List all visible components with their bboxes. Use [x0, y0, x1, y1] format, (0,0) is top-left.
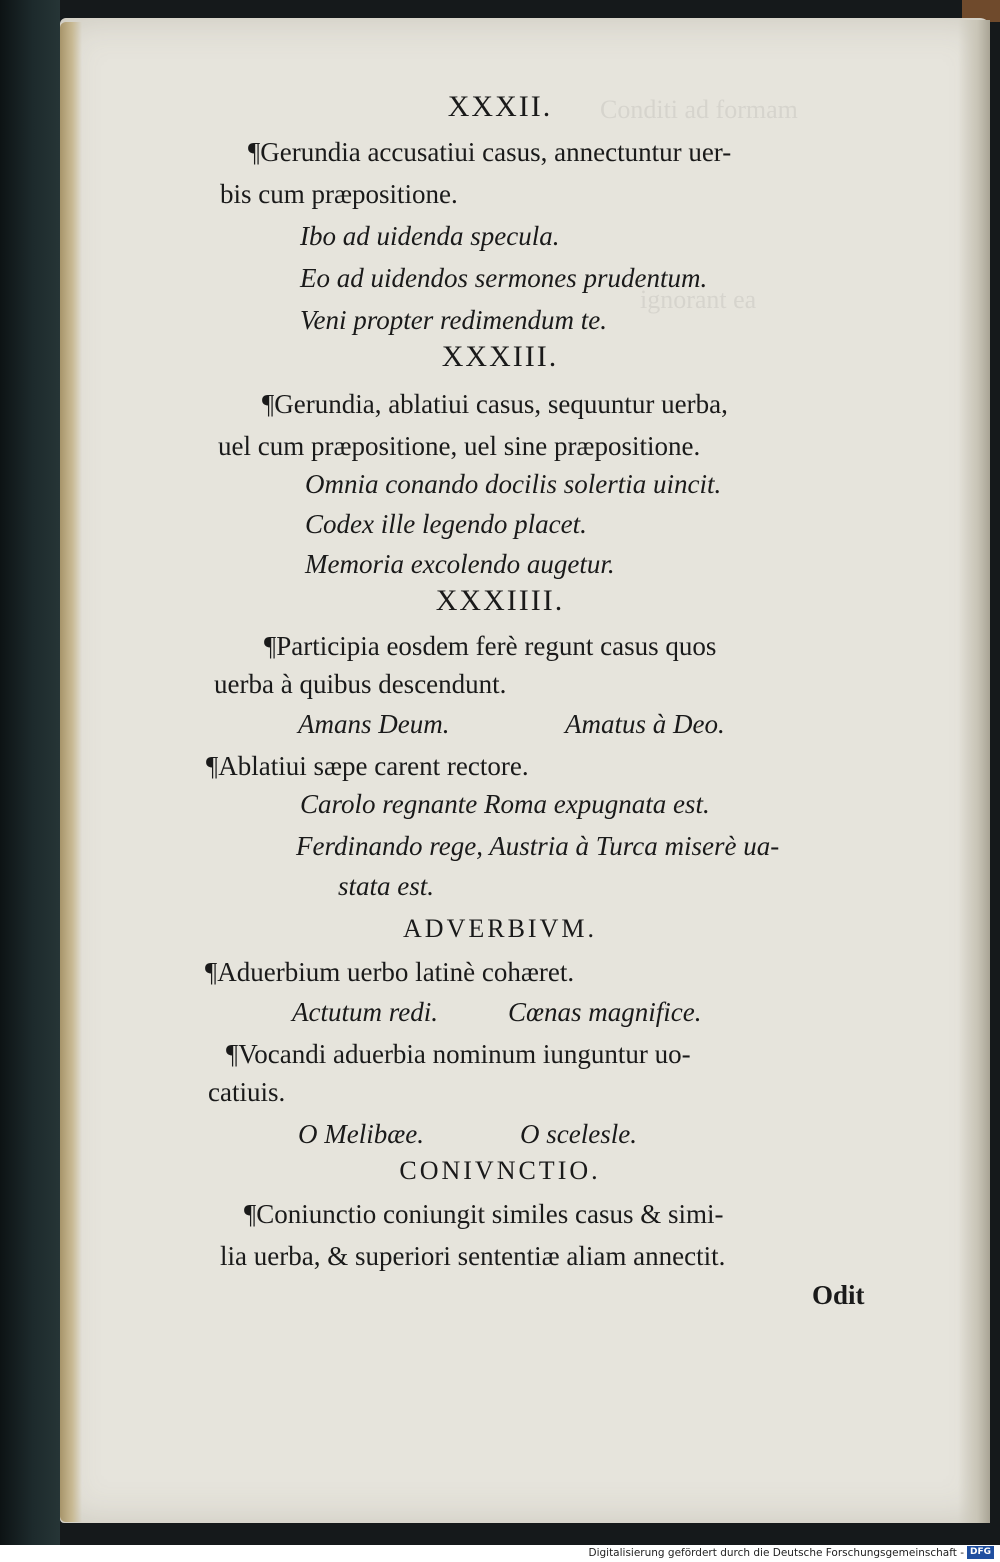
rule-text-line: lia uerba, & superiori sententiæ aliam annectit. — [220, 1241, 726, 1271]
example-line: Omnia conando docilis solertia uincit. — [305, 469, 722, 499]
dfg-logo: DFG — [967, 1546, 994, 1559]
footer-credit: Digitalisierung gefördert durch die Deutsche Forschungsgemeinschaft - — [588, 1547, 964, 1559]
example-line: stata est. — [338, 871, 435, 901]
rule-text-line: uel cum præpositione, uel sine præpositione. — [218, 431, 701, 461]
section-heading: CONIVNCTIO. — [399, 1156, 601, 1185]
section-heading: ADVERBIVM. — [403, 914, 597, 943]
rule-text-line: uerba à quibus descendunt. — [214, 669, 507, 699]
rule-number-heading: XXXII. — [447, 90, 553, 123]
rule-text-line: ¶Vocandi aduerbia nominum iunguntur uo- — [226, 1039, 691, 1069]
rule-text-line: ¶Gerundia accusatiui casus, annectuntur uer- — [248, 137, 732, 167]
example-line: Codex ille legendo placet. — [305, 509, 587, 539]
example-line: Ibo ad uidenda specula. — [300, 221, 560, 251]
example-left: Amans Deum. — [298, 709, 450, 739]
show-through-text: Conditi ad formam — [600, 95, 798, 124]
page-gutter-edge — [60, 22, 82, 1522]
rule-text-line: bis cum præpositione. — [220, 179, 458, 209]
show-through-text: ignorant ea — [640, 285, 757, 314]
example-line: Memoria excolendo augetur. — [305, 549, 615, 579]
example-right: O scelesle. — [520, 1119, 637, 1149]
rule-text-line: catiuis. — [208, 1077, 286, 1107]
rule-text-line: ¶Coniunctio coniungit similes casus & simi- — [244, 1199, 724, 1229]
example-left: O Melibæe. — [298, 1119, 424, 1149]
rule-text-line: ¶Aduerbium uerbo latinè cohæret. — [205, 957, 575, 987]
rule-text-line: ¶Participia eosdem ferè regunt casus quos — [264, 631, 717, 661]
page-fore-edge — [958, 20, 990, 1523]
example-left: Actutum redi. — [292, 997, 438, 1027]
binding-cloth — [0, 0, 60, 1545]
catchword: Odit — [812, 1280, 865, 1310]
example-right: Amatus à Deo. — [565, 709, 725, 739]
example-line: Carolo regnante Roma expugnata est. — [300, 789, 710, 819]
rule-number-heading: XXXIIII. — [435, 584, 565, 617]
example-line: Eo ad uidendos sermones prudentum. — [300, 263, 708, 293]
example-line: Veni propter redimendum te. — [300, 305, 607, 335]
example-right: Cœnas magnifice. — [508, 997, 702, 1027]
example-line: Ferdinando rege, Austria à Turca miserè ua- — [296, 831, 780, 861]
rule-number-heading: XXXIII. — [441, 340, 559, 373]
rule-text-line: ¶Gerundia, ablatiui casus, sequuntur uerba, — [262, 389, 728, 419]
rule-text-line: ¶Ablatiui sæpe carent rectore. — [206, 751, 529, 781]
